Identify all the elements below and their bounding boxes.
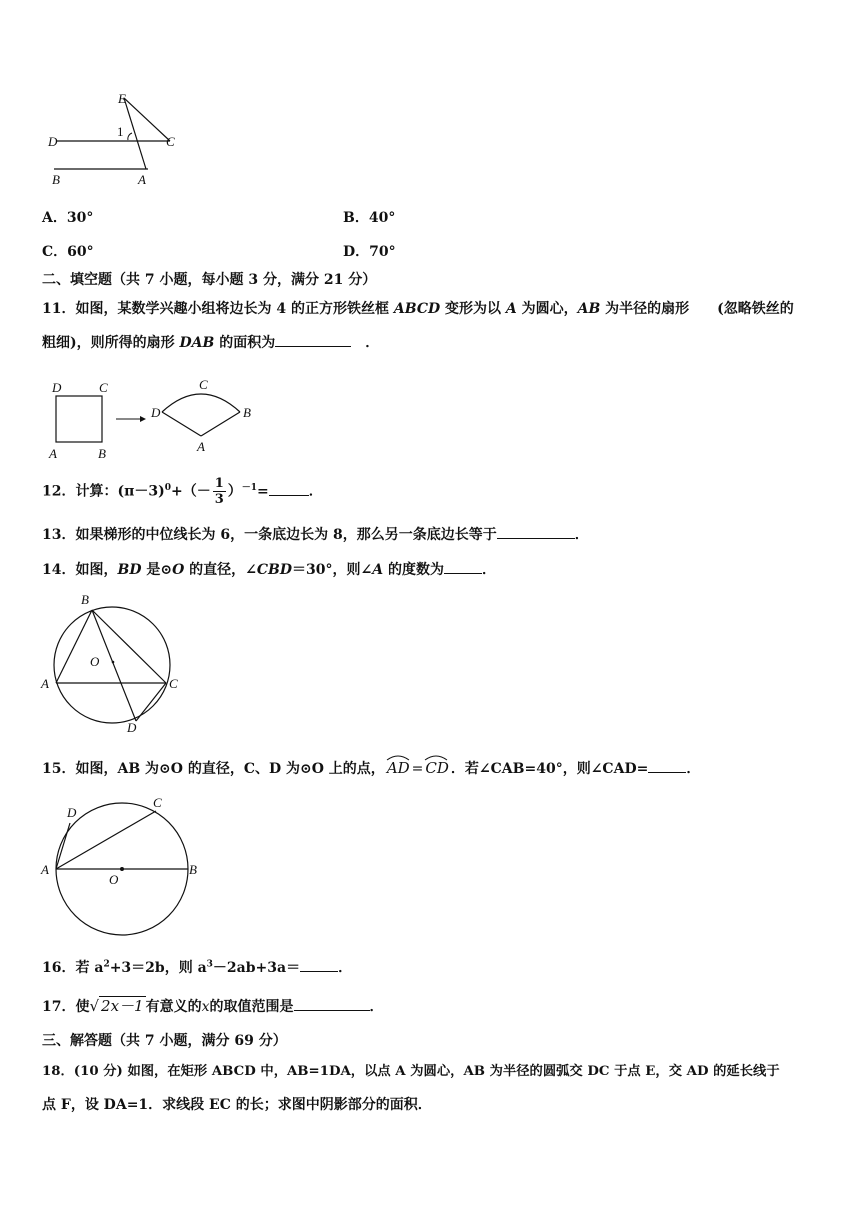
q18-line1: 18．(10 分) 如图，在矩形 ABCD 中，AB=1DA，以点 A 为圆心，AB 为半径的圆弧交 DC 于点 E，交 AD 的延长线于 [42, 1064, 780, 1079]
q14-label-c: C [169, 676, 178, 691]
q11-line1: 11．如图，某数学兴趣小组将边长为 4 的正方形铁丝框 ABCD 变形为以 A 为圆心，AB 为半径的扇形 (忽略铁丝的 [42, 301, 794, 317]
section3-title: 三、解答题（共 7 小题，满分 69 分） [42, 1033, 287, 1049]
section2-title: 二、填空题（共 7 小题，每小题 3 分，满分 21 分） [42, 272, 377, 288]
q11-square-to-sector-figure [44, 378, 264, 462]
q10-label-c: C [166, 134, 175, 149]
q14-label-a: A [41, 676, 49, 691]
q11-square-label-b: B [98, 446, 106, 461]
q17-text: 17．使√ 2x－1 有意义的x的取值范围是 ． [42, 997, 384, 1015]
q11-square-label-d: D [52, 380, 62, 395]
q11-square-label-a: A [49, 446, 57, 461]
q11-line2: 粗细)，则所得的扇形 DAB 的面积为 ． [42, 335, 380, 351]
q16-answer-blank [300, 959, 338, 972]
q10-label-b: B [52, 172, 60, 187]
q10-option-d: D．70° [343, 244, 396, 260]
q11-sector-label-a: A [197, 439, 205, 454]
q11-sector-label-c: C [199, 378, 208, 392]
q15-label-o: O [109, 872, 119, 887]
q14-label-o: O [90, 654, 100, 669]
q14-answer-blank [444, 561, 482, 574]
q11-answer-blank [275, 334, 351, 347]
q14-circle-figure [38, 590, 188, 735]
q17-radical: √ 2x－1 [89, 997, 144, 1015]
q10-label-angle1: 1 [117, 124, 124, 139]
q14-label-b: B [81, 592, 89, 607]
q15-answer-blank [648, 760, 686, 773]
q11-sector-label-d: D [151, 405, 161, 420]
q15-text: 15．如图，AB 为⊙O 的直径，C、D 为⊙O 上的点， AD = CD ．若∠CAB=40°，则∠CAD= ． [42, 758, 700, 778]
q14-text: 14．如图，BD 是⊙O 的直径，∠CBD＝30°，则∠A 的度数为 ． [42, 562, 496, 578]
q12-fraction: $\frac{1}{3}$ [214, 476, 224, 507]
q14-label-d: D [127, 720, 137, 735]
q10-option-a: A．30° [42, 210, 94, 226]
q10-label-e: E [118, 91, 126, 106]
q17-answer-blank [294, 998, 370, 1011]
q10-option-b: B．40° [343, 210, 396, 226]
q10-geometry-figure [40, 88, 190, 188]
q10-label-d: D [48, 134, 58, 149]
q15-arc-ad: AD [385, 759, 412, 777]
q12-answer-blank [269, 483, 309, 496]
q15-label-b: B [189, 862, 197, 877]
q16-text: 16．若 $a^2+3=2b$，则 $a^3-2ab+3a=$ ． [42, 959, 353, 976]
q11-square-label-c: C [99, 380, 108, 395]
q11-sector-label-b: B [243, 405, 251, 420]
q13-text: 13．如果梯形的中位线长为 6，一条底边长为 8，那么另一条底边长等于 ． [42, 527, 589, 543]
q15-label-a: A [41, 862, 49, 877]
q18-line2: 点 F，设 DA=1．求线段 EC 的长；求图中阴影部分的面积． [42, 1097, 432, 1113]
q12-expression: 12．计算：$(\pi-3)^0+(-$ $\frac{1}{3}$ ）$^{-1}$= ． [42, 476, 323, 507]
q10-option-c: C．60° [42, 244, 94, 260]
q15-arc-cd: CD [423, 759, 451, 777]
q15-label-c: C [153, 795, 162, 810]
q15-circle-figure [38, 793, 208, 938]
q15-label-d: D [67, 805, 77, 820]
q10-label-a: A [138, 172, 146, 187]
q13-answer-blank [497, 526, 575, 539]
